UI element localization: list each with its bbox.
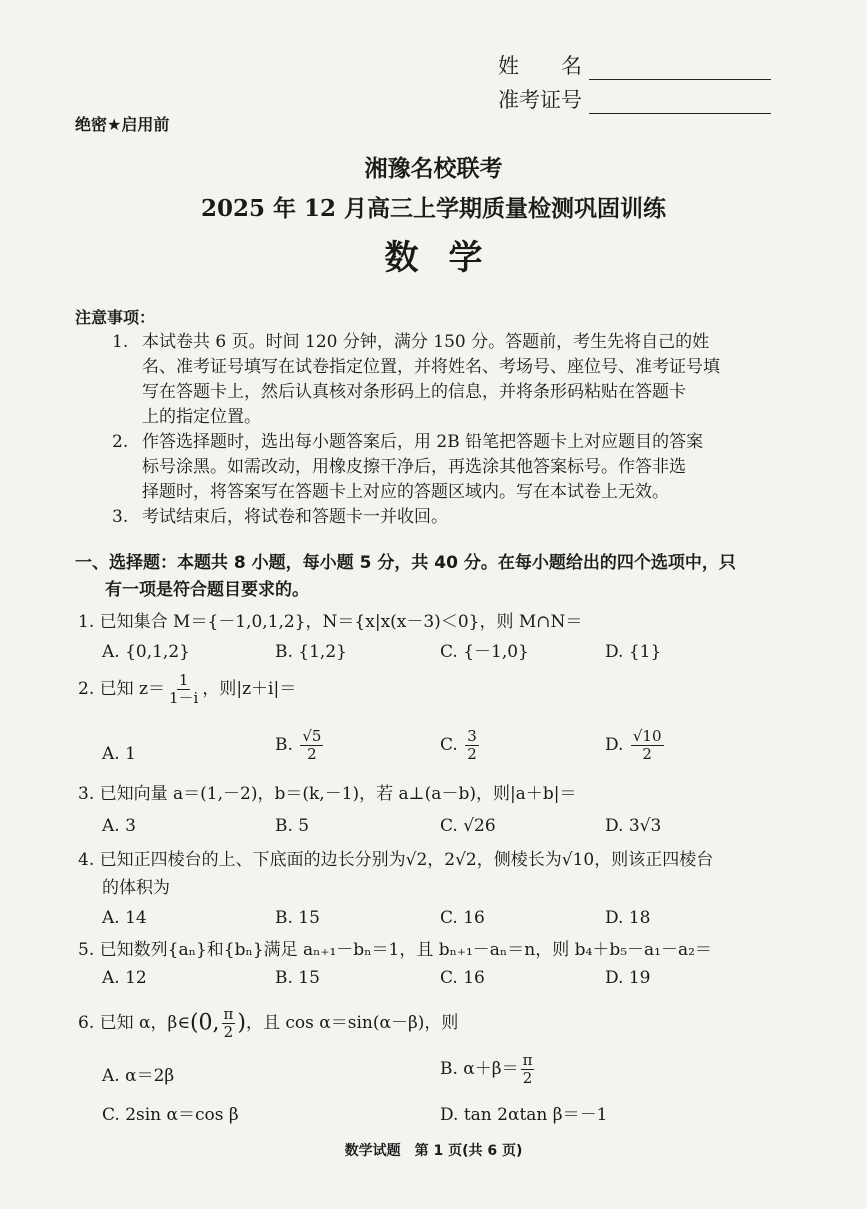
option-b: B. 15 (275, 908, 320, 928)
note-line: 本试卷共 6 页。时间 120 分钟，满分 150 分。答题前，考生先将自己的姓 (142, 332, 710, 352)
option-c: C. 16 (440, 968, 485, 988)
option-b: B. 5 (275, 816, 310, 836)
exam-alliance-title: 湘豫名校联考 (364, 155, 503, 182)
section-line: 一、选择题：本题共 8 小题，每小题 5 分，共 40 分。在每小题给出的四个选项中，只 (75, 553, 736, 573)
option-a: A. α＝2β (102, 1066, 175, 1086)
fraction (521, 1052, 535, 1087)
option-c: C. {－1,0} (440, 642, 529, 662)
option-c (440, 728, 481, 763)
option-d: D. 18 (605, 908, 651, 928)
question-number: 6. (78, 1013, 95, 1033)
option-a: A. 3 (102, 816, 136, 836)
denominator: 1－i (169, 689, 199, 707)
subject-title: 数学 (384, 238, 513, 278)
note-number: 2. (112, 432, 129, 452)
question-text: 已知数列{aₙ}和{bₙ}满足 aₙ₊₁－bₙ＝1，且 bₙ₊₁－aₙ＝n，则 b₄＋b₅－a₁－a₂＝ (99, 940, 712, 960)
option-label: C. (440, 735, 458, 755)
numerator: √5 (302, 727, 322, 745)
option-b (275, 728, 325, 763)
option-a: A. 12 (102, 968, 147, 988)
denominator: 2 (467, 745, 477, 763)
question-number: 2. (78, 679, 95, 699)
numerator: 3 (467, 727, 477, 745)
fraction (300, 728, 323, 763)
interval-close: ) (237, 1010, 246, 1036)
question-4-cont: 的体积为 (102, 878, 170, 898)
note-line: 考试结束后，将试卷和答题卡一并收回。 (142, 507, 448, 527)
note-number: 3. (112, 507, 129, 527)
option-d: D. tan 2αtan β＝－1 (440, 1105, 608, 1125)
question-text-post: ，则|z＋i|＝ (202, 679, 297, 699)
denominator: 2 (522, 1069, 533, 1087)
question-number: 5. (78, 940, 95, 960)
question-text-pre: 已知 α，β∈ (99, 1013, 190, 1033)
option-label: B. (275, 735, 293, 755)
numerator: 1 (178, 671, 189, 689)
option-c: C. 2sin α＝cos β (102, 1105, 239, 1125)
confidential-mark: 绝密★启用前 (75, 115, 170, 134)
note-item-2 (112, 430, 792, 455)
page-footer: 数学试题 第 1 页(共 6 页) (344, 1143, 523, 1159)
option-a: A. 1 (102, 744, 136, 764)
question-1 (78, 610, 582, 634)
section-line: 有一项是符合题目要求的。 (105, 580, 309, 600)
fraction (222, 1006, 236, 1041)
note-line: 择题时，将答案写在答题卡上对应的答题区域内。写在本试卷上无效。 (142, 482, 669, 502)
question-2 (78, 672, 296, 707)
notes-heading: 注意事项： (75, 308, 156, 327)
section-heading (75, 550, 795, 604)
question-4 (78, 848, 713, 872)
note-line: 写在答题卡上，然后认真核对条形码上的信息，并将条形码粘贴在答题卡 (142, 382, 686, 402)
name-blank-line[interactable] (589, 57, 771, 80)
id-label: 准考证号 (498, 88, 582, 112)
note-item-1 (112, 330, 792, 355)
note-line: 标号涂黑。如需改动，用橡皮擦干净后，再选涂其他答案标号。作答非选 (142, 457, 686, 477)
option-d: D. 3√3 (605, 816, 662, 836)
fraction (167, 672, 200, 707)
option-d: D. {1} (605, 642, 662, 662)
denominator: 2 (223, 1023, 234, 1041)
option-b: B. {1,2} (275, 642, 347, 662)
note-line: 上的指定位置。 (142, 407, 261, 427)
question-text: 已知向量 a＝(1,－2)，b＝(k,－1)，若 a⊥(a－b)，则|a＋b|＝ (99, 784, 577, 804)
note-line: 名、准考证号填写在试卷指定位置，并将姓名、考场号、座位号、准考证号填 (142, 357, 720, 377)
fraction (465, 728, 479, 763)
numerator: π (223, 1005, 234, 1023)
numerator: √10 (632, 727, 662, 745)
option-c: C. √26 (440, 816, 496, 836)
option-label: B. α＋β＝ (440, 1059, 519, 1079)
option-a: A. {0,1,2} (102, 642, 190, 662)
question-text-post: ，且 cos α＝sin(α－β)，则 (245, 1013, 459, 1033)
option-label: D. (605, 735, 624, 755)
question-number: 3. (78, 784, 95, 804)
name-label: 姓 名 (498, 54, 582, 78)
question-5 (78, 938, 712, 962)
question-text: 已知集合 M＝{－1,0,1,2}，N＝{x|x(x－3)＜0}，则 M∩N＝ (99, 612, 583, 632)
fraction (631, 728, 664, 763)
id-field[interactable] (498, 84, 771, 114)
option-d (605, 728, 666, 763)
id-blank-line[interactable] (589, 91, 771, 114)
denominator: 2 (307, 745, 317, 763)
note-item-1-cont (142, 355, 802, 430)
interval-open: (0, (189, 1010, 220, 1036)
option-c: C. 16 (440, 908, 485, 928)
note-line: 作答选择题时，选出每小题答案后，用 2B 铅笔把答题卡上对应题目的答案 (142, 432, 704, 452)
option-b (440, 1052, 536, 1087)
question-number: 1. (78, 612, 95, 632)
question-3 (78, 782, 576, 806)
question-text-pre: 已知 z＝ (99, 679, 166, 699)
exam-title: 2025 年 12 月高三上学期质量检测巩固训练 (200, 195, 667, 222)
denominator: 2 (642, 745, 652, 763)
question-text: 已知正四棱台的上、下底面的边长分别为√2，2√2，侧棱长为√10，则该正四棱台 (99, 850, 714, 870)
note-item-2-cont (142, 455, 802, 505)
name-field[interactable] (498, 50, 771, 80)
option-a: A. 14 (102, 908, 147, 928)
note-item-3 (112, 505, 792, 530)
question-6 (78, 1006, 458, 1041)
option-b: B. 15 (275, 968, 320, 988)
question-number: 4. (78, 850, 95, 870)
numerator: π (522, 1051, 533, 1069)
note-number: 1. (112, 332, 129, 352)
option-d: D. 19 (605, 968, 651, 988)
